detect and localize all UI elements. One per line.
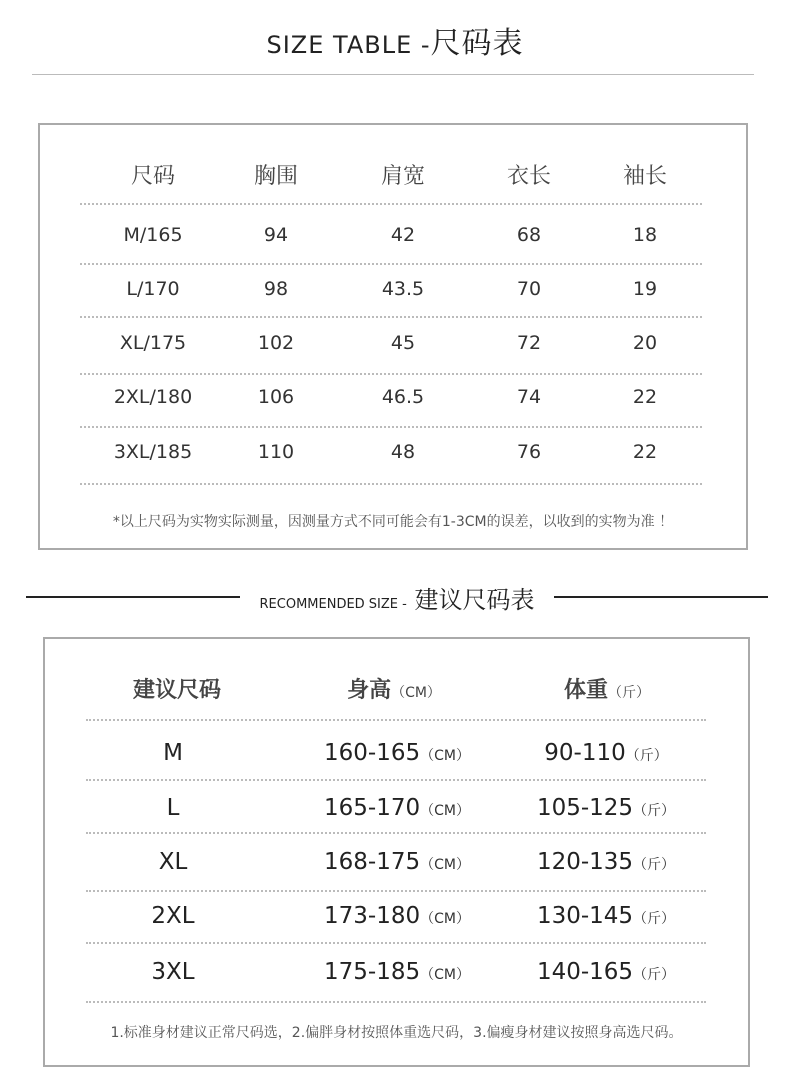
page-title-cn: 尺码表 [430,26,524,61]
cell-size: XL/175 [119,332,187,354]
page-title-en: SIZE TABLE - [266,31,431,59]
row-divider [86,779,706,781]
cell-size: 3XL [151,959,195,985]
heading-rule-right [554,596,768,598]
cell-weight: 140-165（斤） [536,959,676,985]
row-divider [80,426,702,428]
cell-shoulder: 45 [390,332,416,354]
row-divider [80,316,702,318]
cell-length: 72 [516,332,542,354]
row-divider [80,483,702,485]
size-table-note: *以上尺码为实物实际测量，因测量方式不同可能会有1-3CM的误差，以收到的实物为准 ！ [112,514,674,530]
cell-size: XL [158,849,188,875]
cell-height: 165-170（CM） [324,795,470,821]
cell-height: 168-175（CM） [324,849,470,875]
header-size: 尺码 [130,164,176,189]
cell-sleeve: 22 [632,441,658,463]
recommended-size-table [43,637,750,1067]
cell-chest: 102 [257,332,295,354]
page-title [0,18,790,62]
cell-size: L [166,795,180,821]
row-divider [86,719,706,721]
cell-sleeve: 22 [632,386,658,408]
row-divider [80,263,702,265]
cell-size: 2XL [151,903,195,929]
header-weight: 体重（斤） [563,678,651,703]
cell-shoulder: 42 [390,224,416,246]
cell-length: 76 [516,441,542,463]
cell-shoulder: 46.5 [381,386,425,408]
cell-length: 68 [516,224,542,246]
cell-height: 173-180（CM） [324,903,470,929]
header-shoulder: 肩宽 [380,164,426,189]
cell-weight: 90-110（斤） [544,740,668,766]
recommended-note: 1.标准身材建议正常尺码选，2.偏胖身材按照体重选尺码，3.偏瘦身材建议按照身高选尺码。 [110,1025,683,1041]
cell-size: 3XL/185 [113,441,193,463]
cell-shoulder: 48 [390,441,416,463]
recommended-size-label-cn: 建议尺码表 [414,586,535,614]
size-table [38,123,748,550]
cell-sleeve: 19 [632,278,658,300]
header-height: 身高（CM） [347,678,441,703]
row-divider [86,1001,706,1003]
cell-size: 2XL/180 [113,386,193,408]
row-divider [86,832,706,834]
cell-sleeve: 18 [632,224,658,246]
cell-chest: 106 [257,386,295,408]
cell-weight: 105-125（斤） [536,795,676,821]
header-length: 衣长 [506,164,552,189]
cell-chest: 110 [257,441,295,463]
row-divider [80,373,702,375]
row-divider [86,942,706,944]
cell-size: M/165 [123,224,183,246]
cell-size: M [163,740,183,766]
row-divider [80,203,702,205]
header-sleeve: 袖长 [622,164,668,189]
row-divider [86,890,706,892]
cell-shoulder: 43.5 [381,278,425,300]
recommended-size-label-en: RECOMMENDED SIZE - [259,597,407,612]
cell-height: 160-165（CM） [324,740,470,766]
recommended-size-label [240,580,554,615]
cell-weight: 120-135（斤） [536,849,676,875]
header-recommended-size: 建议尺码 [132,678,222,703]
cell-size: L/170 [126,278,180,300]
cell-height: 175-185（CM） [324,959,470,985]
cell-weight: 130-145（斤） [536,903,676,929]
cell-chest: 94 [263,224,289,246]
cell-length: 70 [516,278,542,300]
cell-sleeve: 20 [632,332,658,354]
cell-chest: 98 [263,278,289,300]
cell-length: 74 [516,386,542,408]
heading-rule-left [26,596,240,598]
header-chest: 胸围 [253,164,299,189]
recommended-size-heading [0,580,790,614]
title-divider [32,74,754,75]
